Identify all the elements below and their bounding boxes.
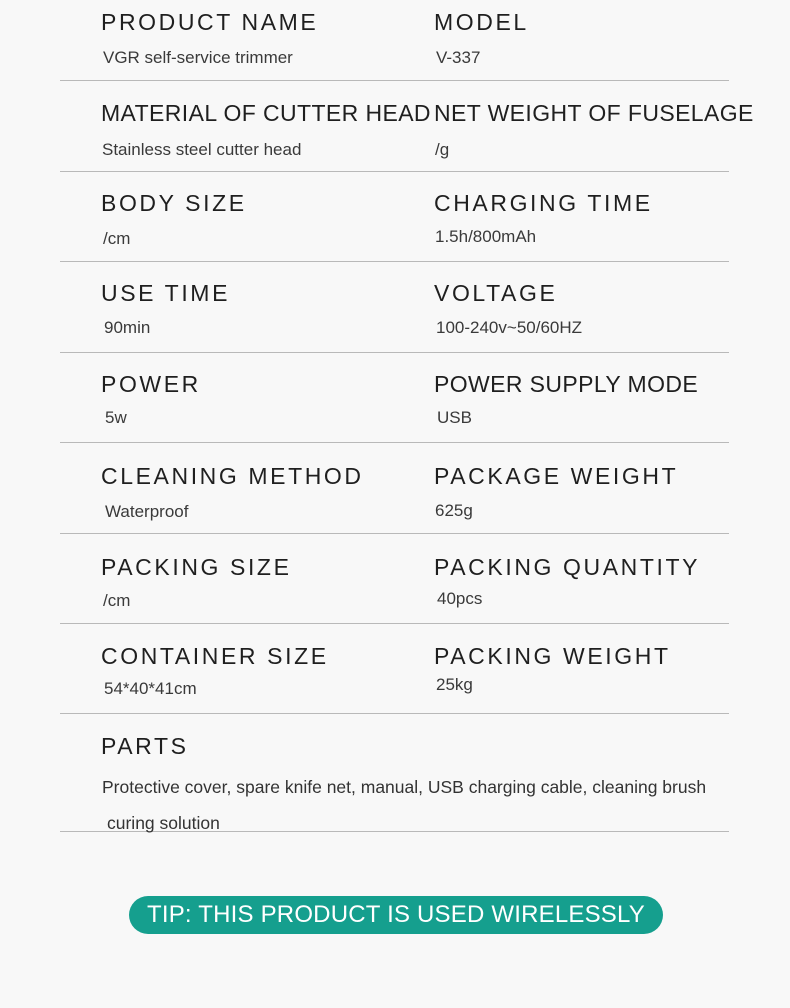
spec-row-container-size <box>60 624 729 714</box>
spec-label: USE TIME <box>101 280 231 306</box>
spec-value: 90min <box>104 318 151 337</box>
spec-label: VOLTAGE <box>434 280 558 306</box>
parts-line-1: Protective cover, spare knife net, manual, USB charging cable, cleaning brush <box>102 777 707 797</box>
spec-label: NET WEIGHT OF FUSELAGE <box>434 100 754 126</box>
parts-line-2: curing solution <box>107 813 220 833</box>
spec-label: CLEANING METHOD <box>101 463 364 489</box>
spec-value: 25kg <box>436 675 473 694</box>
spec-value: 100-240v~50/60HZ <box>436 318 583 337</box>
spec-label: PACKING WEIGHT <box>434 643 671 669</box>
spec-label: MODEL <box>434 9 529 35</box>
spec-value: 54*40*41cm <box>104 679 197 698</box>
parts-label: PARTS <box>101 733 189 759</box>
spec-row-material <box>60 81 754 172</box>
wireless-tip-banner: TIP: THIS PRODUCT IS USED WIRELESSLY <box>129 896 663 934</box>
spec-label: BODY SIZE <box>101 190 247 216</box>
spec-row-body-size <box>60 172 729 262</box>
spec-value: VGR self-service trimmer <box>103 48 293 67</box>
spec-label: CHARGING TIME <box>434 190 653 216</box>
spec-value: /g <box>435 140 450 159</box>
spec-label: PACKAGE WEIGHT <box>434 463 679 489</box>
spec-label: POWER <box>101 371 201 397</box>
spec-label: POWER SUPPLY MODE <box>434 371 699 397</box>
spec-value: /cm <box>103 229 131 248</box>
spec-value: 5w <box>105 408 127 427</box>
spec-label: PACKING SIZE <box>101 554 292 580</box>
spec-label: PRODUCT NAME <box>101 9 319 35</box>
spec-row-parts <box>60 714 729 832</box>
spec-value: 1.5h/800mAh <box>435 227 537 246</box>
spec-row-packing-size <box>60 534 729 624</box>
spec-value: 40pcs <box>437 589 483 608</box>
spec-label: PACKING QUANTITY <box>434 554 701 580</box>
spec-row-use-time <box>60 262 729 353</box>
spec-value: Stainless steel cutter head <box>102 140 302 159</box>
spec-value: 625g <box>435 501 473 520</box>
spec-row-power <box>60 353 729 443</box>
spec-value: USB <box>437 408 472 427</box>
spec-label: MATERIAL OF CUTTER HEAD <box>101 100 431 126</box>
spec-row-product-name <box>60 0 729 81</box>
spec-label: CONTAINER SIZE <box>101 643 329 669</box>
spec-value: Waterproof <box>105 502 189 521</box>
spec-value: /cm <box>103 591 131 610</box>
spec-value: V-337 <box>436 48 481 67</box>
spec-row-cleaning <box>60 443 729 534</box>
